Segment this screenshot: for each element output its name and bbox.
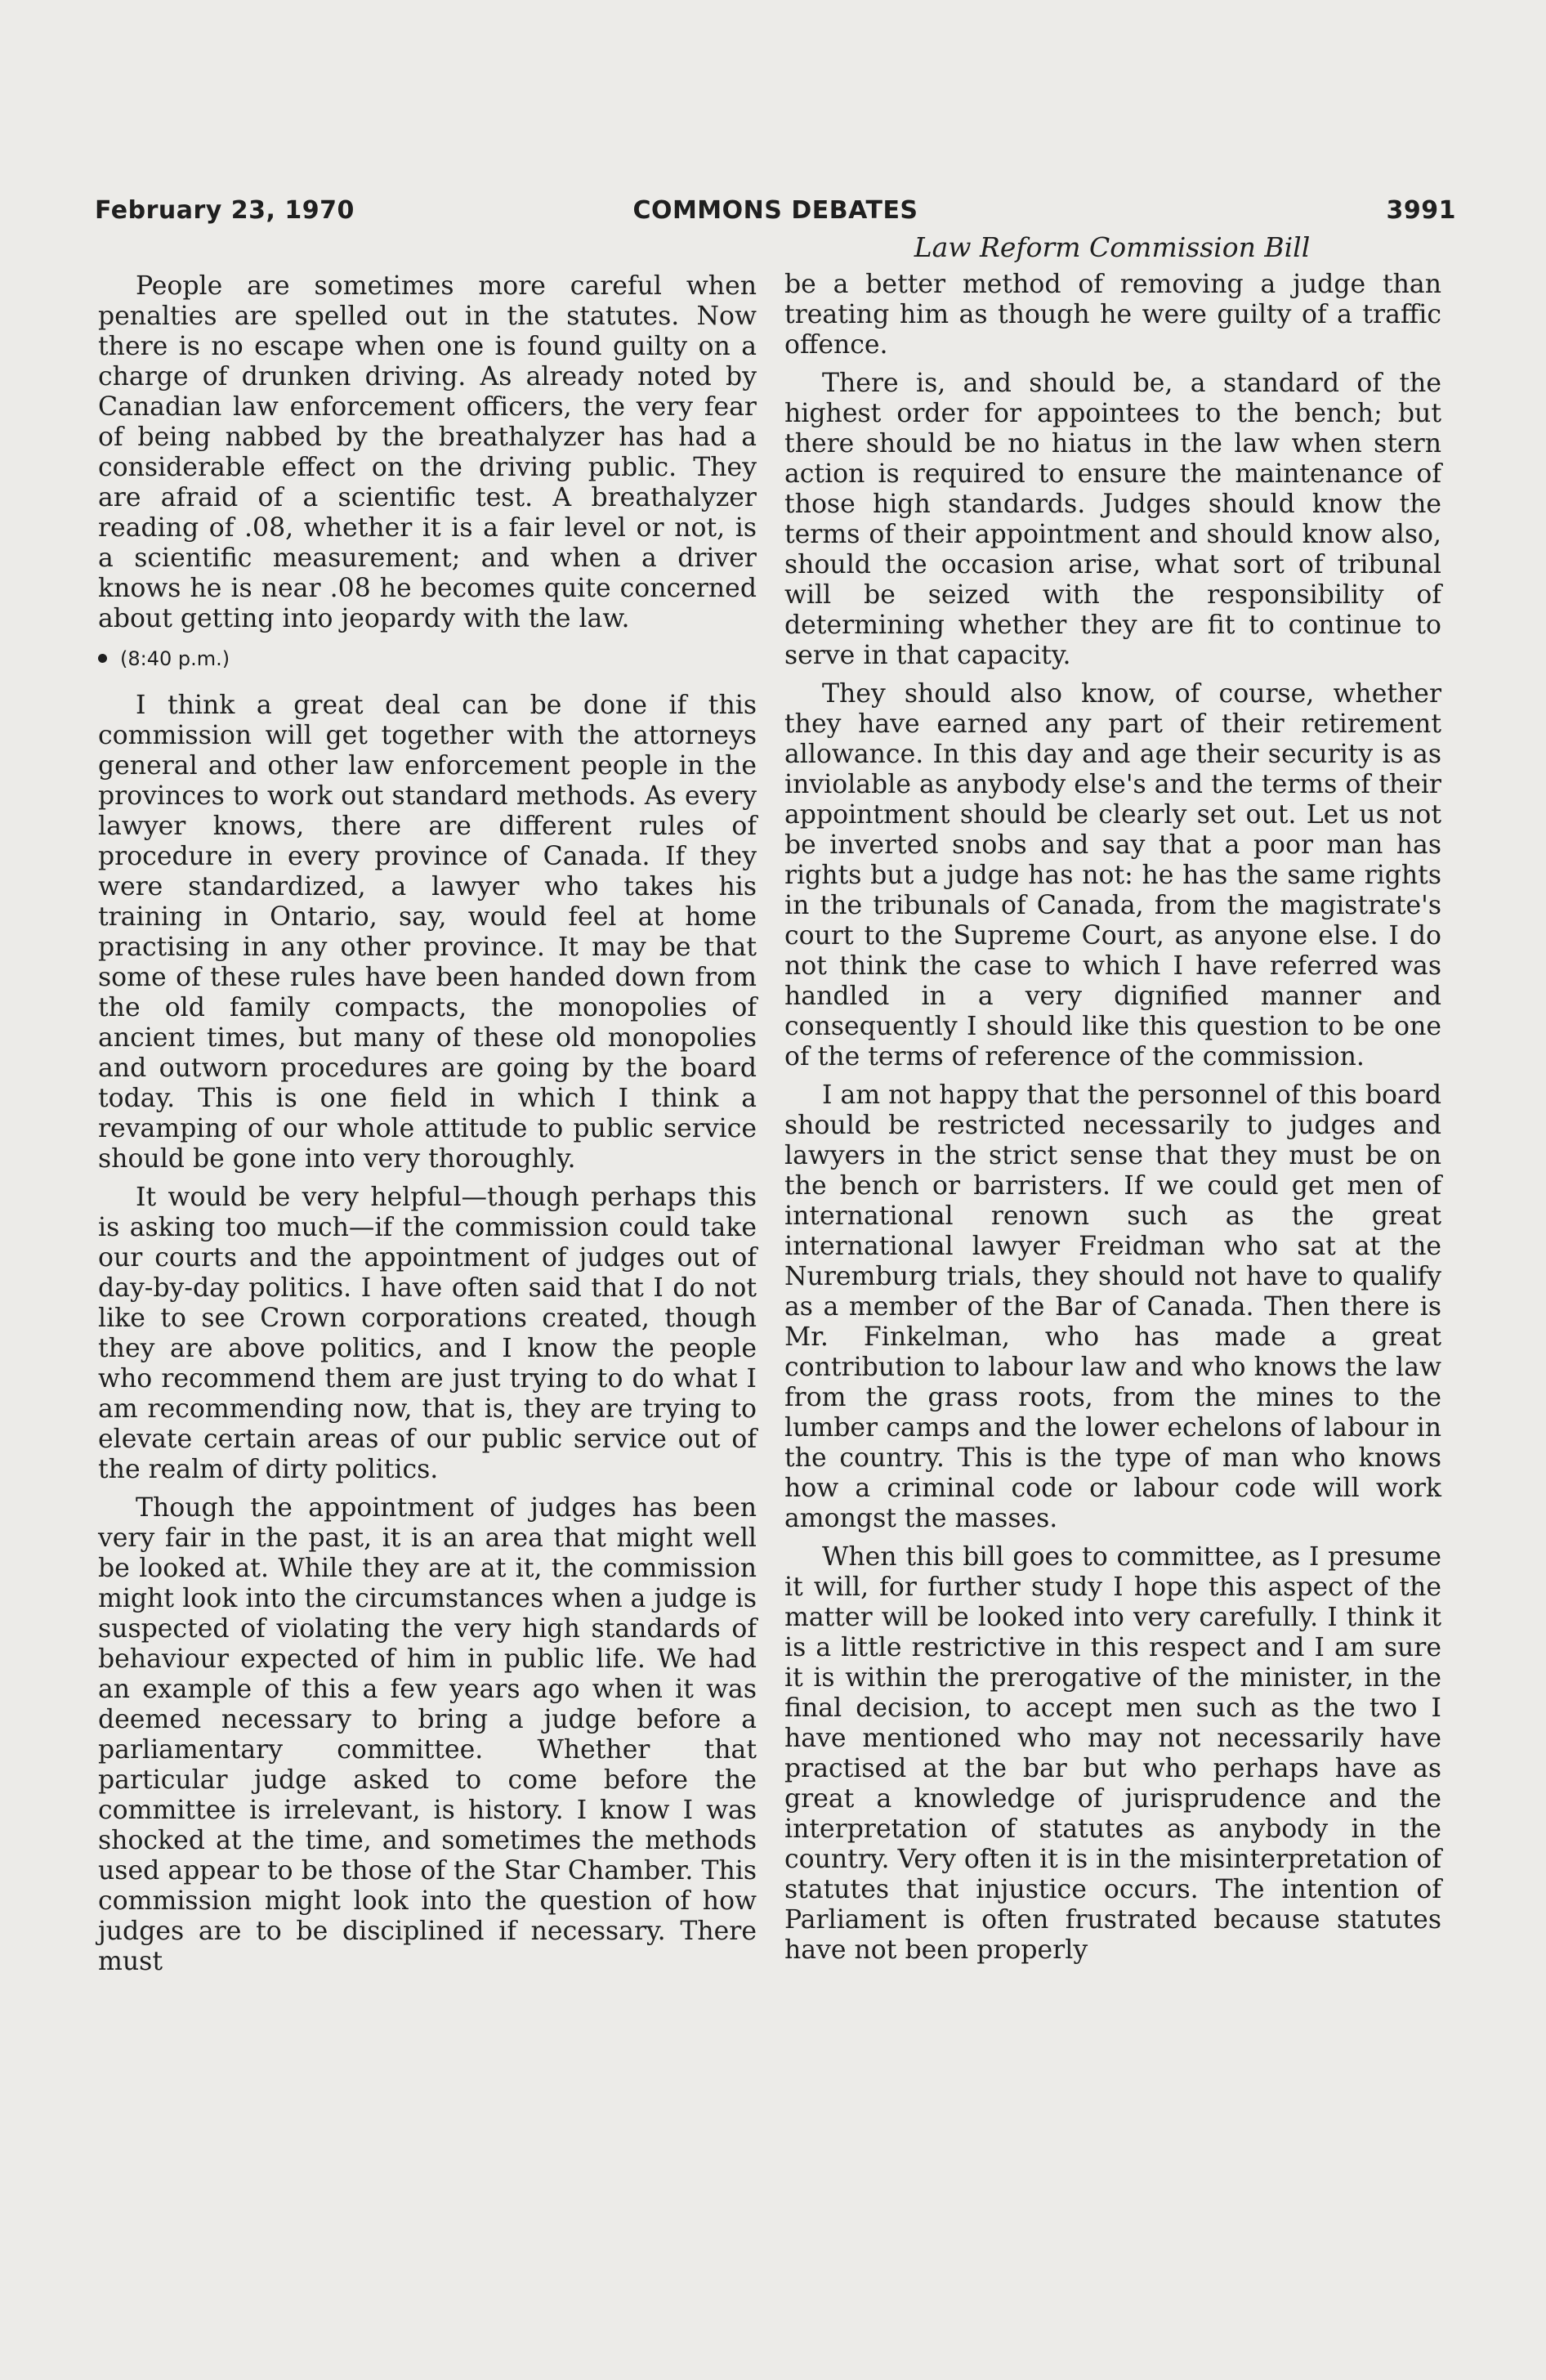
time-stamp-text: (8:40 p.m.) <box>120 647 230 670</box>
paragraph: I am not happy that the personnel of this board should be restricted necessarily to judges and lawyers in the strict sense that they must be on the bench or barristers. If we could get men of international renown such as the great international lawyer Freidman who sat at the Nuremburg trials, they should not have to qualify as a member of the Bar of Canada. Then there is Mr. Finkelman, who has made a great contribution to labour law and who knows the law from the grass roots, from the mines to the lumber camps and the lower echelons of labour in the country. This is the type of man who knows how a criminal code or labour code will work amongst the masses. <box>784 1080 1441 1533</box>
bullet-icon <box>98 654 107 663</box>
right-column <box>784 270 1441 1974</box>
header-date: February 23, 1970 <box>95 196 355 225</box>
paragraph: People are sometimes more careful when penalties are spelled out in the statutes. Now there is no escape when one is found guilty on a charge of drunken driving. As already noted by Canadian law enforcement officers, the very fear of being nabbed by the breathalyzer has had a considerable effect on the driving public. They are afraid of a scientific test. A breathalyzer reading of .08, whether it is a fair level or not, is a scientific measurement; and when a driver knows he is near .08 he becomes quite concerned about getting into jeopardy with the law. <box>98 271 757 633</box>
paragraph: When this bill goes to committee, as I presume it will, for further study I hope this aspect of the matter will be looked into very carefully. I think it is a little restrictive in this respect and I am sure it is within the prerogative of the minister, in the final decision, to accept men such as the two I have mentioned who may not necessarily have practised at the bar but who perhaps have as great a knowledge of jurisprudence and the interpretation of statutes as anybody in the country. Very often it is in the misinterpretation of statutes that injustice occurs. The intention of Parliament is often frustrated because statutes have not been properly <box>784 1542 1441 1965</box>
header-page-number: 3991 <box>1386 196 1456 225</box>
running-title: Law Reform Commission Bill <box>914 231 1311 263</box>
paragraph: I think a great deal can be done if this commission will get together with the attorneys general and other law enforcement people in the provinces to work out standard methods. As every lawyer knows, there are different rules of procedure in every province of Canada. If they were standardized, a lawyer who takes his training in Ontario, say, would feel at home practising in any other province. It may be that some of these rules have been handed down from the old family compacts, the monopolies of ancient times, but many of these old monopolies and outworn procedures are going by the board today. This is one field in which I think a revamping of our whole attitude to public service should be gone into very thoroughly. <box>98 691 757 1174</box>
header-journal-title: COMMONS DEBATES <box>632 196 918 225</box>
paragraph: Though the appointment of judges has been very fair in the past, it is an area that might well be looked at. While they are at it, the commission might look into the circumstances when a judge is suspected of violating the very high standards of behaviour expected of him in public life. We had an example of this a few years ago when it was deemed necessary to bring a judge before a parliamentary committee. Whether that particular judge asked to come before the committee is irrelevant, is history. I know I was shocked at the time, and sometimes the methods used appear to be those of the Star Chamber. This commission might look into the question of how judges are to be disciplined if necessary. There must <box>98 1493 757 1976</box>
paragraph: They should also know, of course, whether they have earned any part of their retirement allowance. In this day and age their security is as inviolable as anybody else's and the terms of their appointment should be clearly set out. Let us not be inverted snobs and say that a poor man has rights but a judge has not: he has the same rights in the tribunals of Canada, from the magistrate's court to the Supreme Court, as anyone else. I do not think the case to which I have referred was handled in a very dignified manner and consequently I should like this question to be one of the terms of reference of the commission. <box>784 679 1441 1071</box>
paragraph: There is, and should be, a standard of the highest order for appointees to the bench; but there should be no hiatus in the law when stern action is required to ensure the maintenance of those high standards. Judges should know the terms of their appointment and should know also, should the occasion arise, what sort of tribunal will be seized with the responsibility of determining whether they are fit to continue to serve in that capacity. <box>784 369 1441 670</box>
paragraph: It would be very helpful—though perhaps this is asking too much—if the commission could take our courts and the appointment of judges out of day-by-day politics. I have often said that I do not like to see Crown corporations created, though they are above politics, and I know the people who recommend them are just trying to do what I am recommending now, that is, they are trying to elevate certain areas of our public service out of the realm of dirty politics. <box>98 1183 757 1484</box>
page-header <box>95 186 1456 232</box>
left-column <box>98 271 757 1985</box>
continued-paragraph: be a better method of removing a judge than treating him as though he were guilty of a traffic offence. <box>784 270 1441 360</box>
time-stamp <box>98 644 757 674</box>
